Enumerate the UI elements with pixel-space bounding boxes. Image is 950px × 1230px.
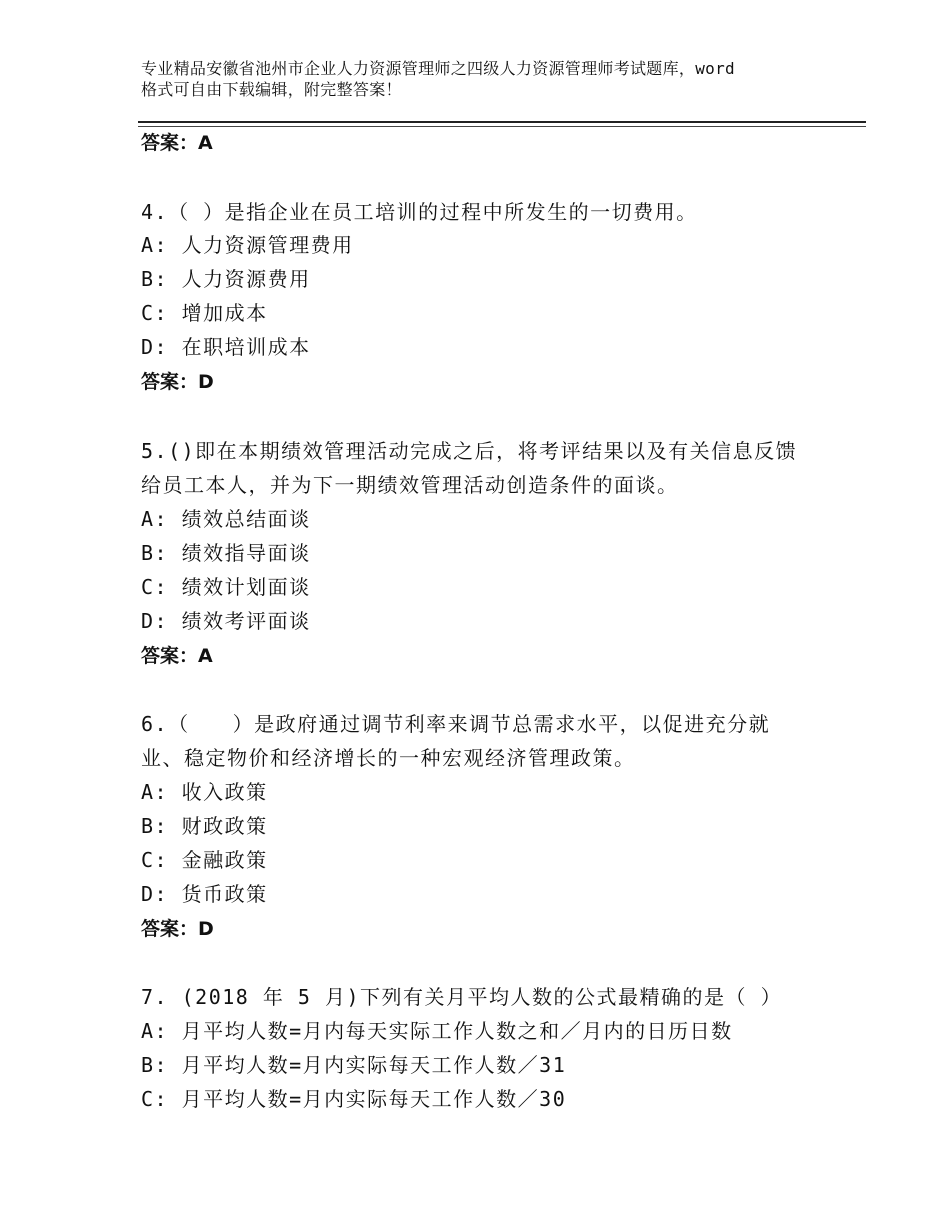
question-5-option-a: A: 绩效总结面谈 xyxy=(141,507,311,531)
header-rule-thin xyxy=(138,126,866,127)
question-6-option-a: A: 收入政策 xyxy=(141,780,268,804)
question-6-option-d: D: 货币政策 xyxy=(141,882,268,906)
answer-line: 答案：A xyxy=(141,132,213,154)
question-5-option-d: D: 绩效考评面谈 xyxy=(141,609,311,633)
answer-value: A xyxy=(198,132,213,154)
document-header xyxy=(141,58,841,100)
question-5-option-b: B: 绩效指导面谈 xyxy=(141,541,311,565)
question-5-text-line-2: 给员工本人，并为下一期绩效管理活动创造条件的面谈。 xyxy=(141,473,679,497)
question-6-text-line-1: 6.（ ）是政府通过调节利率来调节总需求水平，以促进充分就 xyxy=(141,712,771,736)
question-6-option-b: B: 财政政策 xyxy=(141,814,268,838)
question-4-option-d: D: 在职培训成本 xyxy=(141,335,311,359)
question-4-text: 4.（ ）是指企业在员工培训的过程中所发生的一切费用。 xyxy=(141,200,698,224)
question-5-text-line-1: 5.()即在本期绩效管理活动完成之后，将考评结果以及有关信息反馈 xyxy=(141,439,798,463)
question-6-option-c: C: 金融政策 xyxy=(141,848,268,872)
question-7-option-a: A: 月平均人数=月内每天实际工作人数之和／月内的日历日数 xyxy=(141,1019,733,1043)
question-4-option-c: C: 增加成本 xyxy=(141,301,268,325)
question-5-answer: 答案：A xyxy=(141,645,213,667)
question-4-answer: 答案：D xyxy=(141,371,214,393)
question-4-option-a: A: 人力资源管理费用 xyxy=(141,233,354,257)
question-7-option-c: C: 月平均人数=月内实际每天工作人数／30 xyxy=(141,1087,567,1111)
question-7-text: 7. (2018 年 5 月)下列有关月平均人数的公式最精确的是（ ） xyxy=(141,985,783,1009)
question-5-option-c: C: 绩效计划面谈 xyxy=(141,575,311,599)
header-line-2: 格式可自由下载编辑，附完整答案！ xyxy=(141,80,402,99)
header-line-1: 专业精品安徽省池州市企业人力资源管理师之四级人力资源管理师考试题库，word xyxy=(141,59,735,78)
question-7-option-b: B: 月平均人数=月内实际每天工作人数／31 xyxy=(141,1053,567,1077)
question-6-answer: 答案：D xyxy=(141,918,214,940)
header-rule-thick xyxy=(138,121,866,123)
question-6-text-line-2: 业、稳定物价和经济增长的一种宏观经济管理政策。 xyxy=(141,746,636,770)
question-4-option-b: B: 人力资源费用 xyxy=(141,267,311,291)
